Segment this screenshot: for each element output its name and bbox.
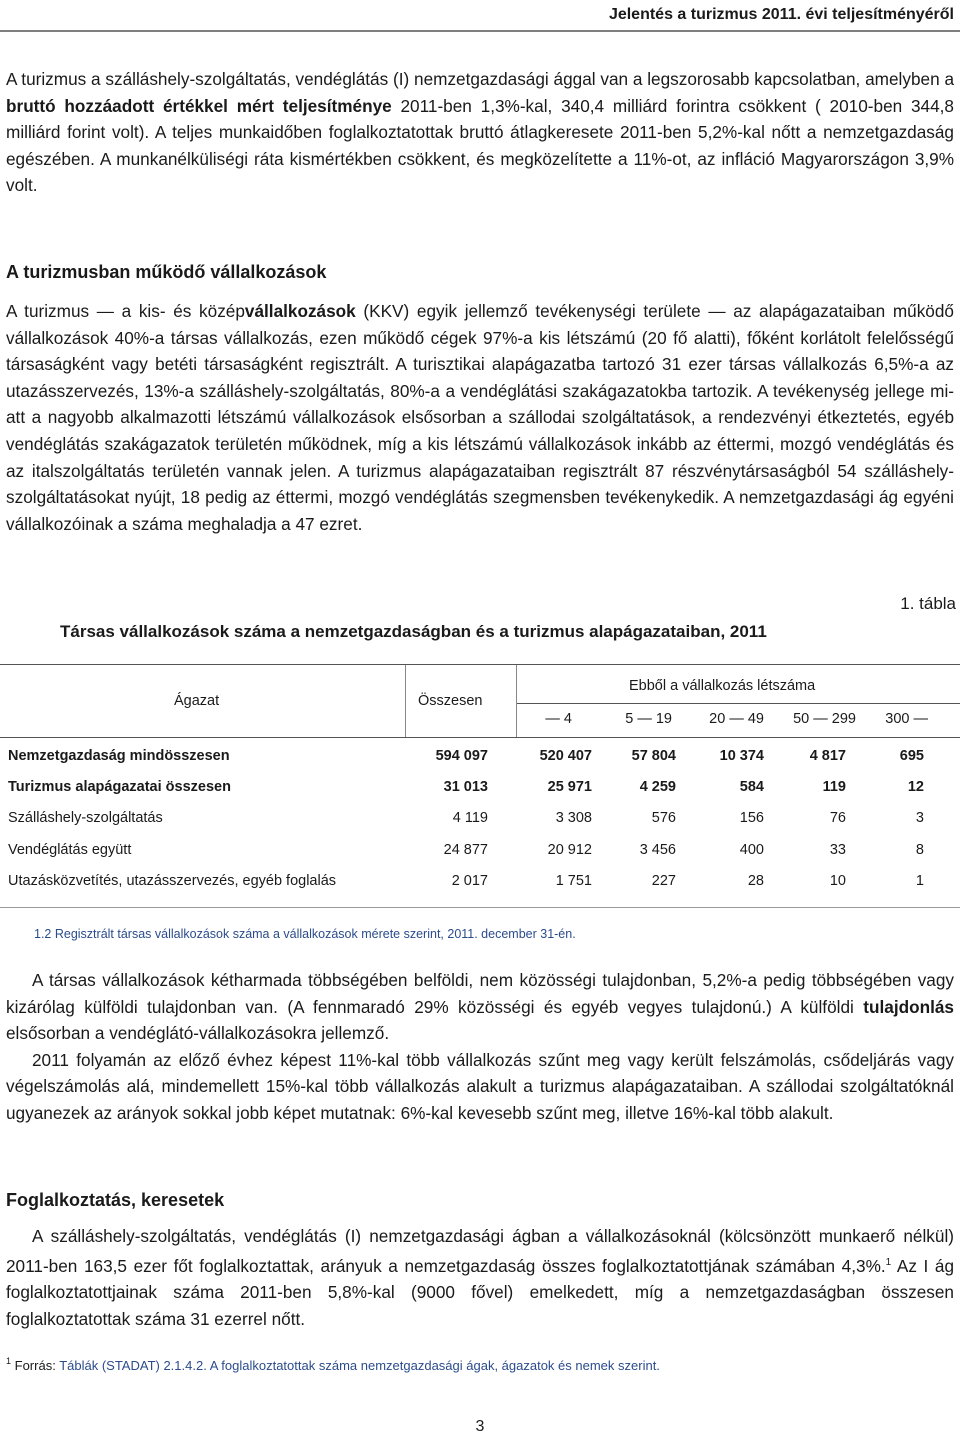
header-rule <box>0 30 960 32</box>
footnote-mark: 1 <box>6 1356 12 1366</box>
enterprises-bold-term: vállalkozások <box>244 301 356 321</box>
employment-paragraph <box>6 1223 954 1332</box>
row-size-3: 76 <box>829 810 846 826</box>
row-label: Utazásközvetítés, utazásszervezés, egyéb foglalás <box>8 873 337 889</box>
row-label: Turizmus alapágazatai összesen <box>8 779 231 795</box>
row-size-2: 156 <box>739 810 764 826</box>
size-col-4: 300 — <box>885 711 928 727</box>
row-size-3: 33 <box>829 842 846 858</box>
row-size-1: 3 456 <box>639 842 676 858</box>
ownership-bold-term: tulajdonlás <box>863 996 954 1017</box>
size-col-2: 20 — 49 <box>709 711 764 727</box>
footnote-lead: Forrás: <box>14 1358 60 1373</box>
row-total: 24 877 <box>443 842 488 858</box>
row-size-0: 1 751 <box>555 873 592 889</box>
intro-text-a: A turizmus a szálláshely-szolgáltatás, vendéglátás (I) nemzetgazdasági ággal van a legszorosabb kapcsolatban, amelyben a <box>6 69 954 89</box>
row-size-1: 576 <box>651 810 676 826</box>
table-vline-2 <box>516 665 517 737</box>
row-label: Vendéglátás együtt <box>8 842 132 858</box>
enterprises-text-b: (KKV) egyik jellemző tevékenységi területe — az alapágazataiban működő vállalkozások 40%-a társas vállalkozás, ezen működő cégek 97%-a kis létszámú (20 fő alatti), főként korlátolt felelősségű társaságként vagy betéti társaságként regisztrált. A turisztikai alapágazatba tartozó 31 ezer társas vállalkozás 6,5%-a az utazásszervezés, 13%-a szálláshely-szolgáltatás, 80%-a a vendéglátási szakágazatokba tartozik. A tevékenység jellege miatt a nagyobb alkalmazotti létszámú vállalkozások elsősorban a szállodai szolgáltatások, a rendezvényi étkeztetés, egyéb vendéglátás szakágazatok területén működnek, míg a kis létszámú vállalkozások inkább az éttermi, mozgó vendéglátás és az italszolgáltatás területén vannak jelen. A turizmus alapágazataiban regisztrált 87 részvénytársaságból 54 szálláshely-szolgáltatásokat nyújt, 18 pedig az éttermi, mozgó vendéglátás szegmensben tevékenykedik. A nemzetgazdasági ág egyéni vállalkozóinak a száma meghaladja a 47 ezret. <box>6 301 954 534</box>
enterprises-paragraph <box>6 298 954 537</box>
row-size-4: 1 <box>915 873 924 889</box>
row-size-2: 400 <box>739 842 764 858</box>
table-title: Társas vállalkozások száma a nemzetgazdaságban és a turizmus alapágazataiban, 2011 <box>60 622 767 641</box>
table-group-rule <box>516 703 960 704</box>
row-size-1: 4 259 <box>639 779 676 795</box>
section-heading-employment: Foglalkoztatás, keresetek <box>6 1190 225 1210</box>
row-size-0: 20 912 <box>547 842 592 858</box>
enterprises-text-a: A turizmus — a kis- és közép <box>6 301 245 321</box>
employment-text-b: Az I ág foglalkoztatottjainak száma 2011-ben 5,8%-kal (9000 fővel) emelkedett, míg a nemzetgazdaságban összesen foglalkoztatottak száma 31 ezerrel nőtt. <box>6 1255 954 1329</box>
row-total: 2 017 <box>451 873 488 889</box>
footnote-source-link[interactable]: Táblák (STADAT) 2.1.4.2. A foglalkoztatottak száma nemzetgazdasági ágak, ágazatok és nemek szerint. <box>59 1358 660 1373</box>
row-size-4: 3 <box>915 810 924 826</box>
row-size-1: 57 804 <box>631 748 676 764</box>
employment-text-a: A szálláshely-szolgáltatás, vendéglátás (I) nemzetgazdasági ágban a vállalkozásoknál (kölcsönzött munkaerő nélkül) 2011-ben 163,5 ezer főt foglalkoztattak, arányuk a nemzetgazdaság összes foglalkoztatottjának számában 4,3%. <box>6 1226 954 1276</box>
row-size-0: 520 407 <box>539 748 592 764</box>
ownership-text-2: 2011 folyamán az előző évhez képest 11%-kal több vállalkozás szűnt meg vagy került felszámolás, csődeljárás vagy végelszámolás alá, mindemellett 15%-kal több vállalkozás alakult a turizmus alapágazataiban. A szállodai szolgáltatóknál ugyanezek az arányok sokkal jobb képet mutatnak: 6%-kal kevesebb szűnt meg, illetve 16%-kal több alakult. <box>6 1049 954 1123</box>
row-size-0: 3 308 <box>555 810 592 826</box>
row-size-4: 8 <box>915 842 924 858</box>
row-size-2: 28 <box>747 873 764 889</box>
row-total: 31 013 <box>443 779 488 795</box>
intro-bold-term: bruttó hozzáadott értékkel mért teljesítménye <box>6 95 392 116</box>
size-col-1: 5 — 19 <box>625 711 672 727</box>
table-top-rule <box>0 664 960 665</box>
table-vline-1 <box>405 665 406 737</box>
row-total: 4 119 <box>452 810 488 826</box>
row-label: Szálláshely-szolgáltatás <box>8 810 163 826</box>
col-header-total: Összesen <box>418 693 483 709</box>
page-number: 3 <box>475 1418 485 1435</box>
intro-text-b: 2011-ben 1,3%-kal, 340,4 milliárd forintra csökkent ( 2010-ben 344,8 milliárd forint volt). A teljes munkaidőben foglalkoztatottak bruttó átlagkeresete 2011-ben 5,2%-kal nőtt a nemzetgazdaság egészében. A munkanélküliségi ráta kismértékben csökkent, és megközelítette a 11%-ot, az infláció Magyarországon 3,9% volt. <box>6 95 954 196</box>
table-header-rule <box>0 737 960 738</box>
col-header-group: Ebből a vállalkozás létszáma <box>629 678 816 694</box>
col-header-sector: Ágazat <box>174 693 220 709</box>
row-size-3: 10 <box>829 873 846 889</box>
row-size-4: 695 <box>899 748 924 764</box>
row-size-1: 227 <box>651 873 676 889</box>
footnote-ref[interactable]: 1 <box>885 1256 892 1268</box>
row-size-4: 12 <box>907 779 924 795</box>
size-col-3: 50 — 299 <box>793 711 856 727</box>
row-size-3: 119 <box>822 779 846 795</box>
row-label: Nemzetgazdaság mindösszesen <box>8 748 230 764</box>
table-bottom-rule <box>0 907 960 908</box>
footnote <box>6 1356 660 1373</box>
running-header: Jelentés a turizmus 2011. évi teljesítményéről <box>608 6 954 23</box>
ownership-text-a: A társas vállalkozások kétharmada többségében belföldi, nem közösségi tulajdonban, 5,2%-a pedig többségében vagy kizárólag külföldi tulajdonban van. (A fennmaradó 29% közösségi és egyéb vegyes tulajdonú.) A külföldi <box>6 970 954 1017</box>
size-col-0: — 4 <box>545 711 572 727</box>
table-source-link[interactable]: 1.2 Regisztrált társas vállalkozások száma a vállalkozások mérete szerint, 2011. december 31-én. <box>34 927 576 941</box>
section-heading-enterprises: A turizmusban működő vállalkozások <box>6 262 327 282</box>
row-size-2: 584 <box>739 779 764 795</box>
row-size-0: 25 971 <box>547 779 592 795</box>
ownership-paragraph <box>6 967 954 1127</box>
row-size-2: 10 374 <box>719 748 764 764</box>
row-total: 594 097 <box>435 748 488 764</box>
intro-paragraph <box>6 66 954 199</box>
ownership-text-b: elsősorban a vendéglátó-vállalkozásokra jellemző. <box>6 1023 390 1044</box>
row-size-3: 4 817 <box>809 748 846 764</box>
table-number: 1. tábla <box>900 594 956 613</box>
